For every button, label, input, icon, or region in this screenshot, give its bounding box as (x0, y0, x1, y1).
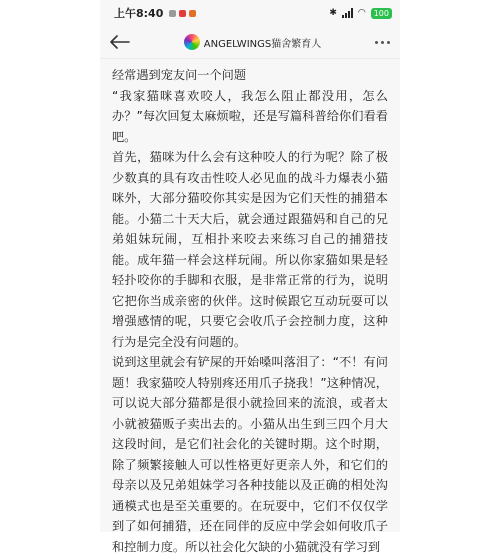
more-options-icon[interactable] (375, 41, 390, 44)
notification-icon (189, 10, 196, 17)
wifi-icon: ◠ (357, 8, 366, 18)
article-heading: 经常遇到宠友问一个问题 (112, 68, 247, 82)
account-header[interactable] (184, 34, 321, 50)
article-body (100, 59, 400, 557)
status-left (114, 5, 196, 21)
phone-screen (100, 0, 400, 554)
back-arrow-icon[interactable] (110, 35, 130, 49)
battery-icon: 100 (371, 8, 392, 19)
avatar[interactable] (184, 34, 200, 50)
account-name[interactable]: ANGELWINGS猫舍繁育人 (203, 38, 322, 50)
status-bar (100, 0, 400, 26)
notification-icon (179, 10, 186, 17)
status-time: 上午8:40 (114, 7, 164, 20)
notification-icon (169, 10, 176, 17)
bluetooth-icon: ✱ (329, 8, 337, 18)
signal-icon (342, 8, 353, 18)
top-nav-bar (100, 26, 400, 59)
notification-icons (169, 10, 196, 17)
article-paragraph: 说到这里就会有铲屎的开始嗓叫落泪了：“不！有问题！我家猫咬人特别疼还用爪子挠我！”这种情况，可以说大部分猫都是很小就捡回来的流浪，或者太小就被猫贩子卖出去的。小猫从出生到三四个月大这段时间，是它们社会化的关键时期。这个时期，除了频繁接触人可以性格更好更亲人外，和它们的母亲以及兄弟姐妹学习各种技能以及正确的相处沟通模式也是至关重要的。在玩耍中，它们不仅仅学到了如何捕猎，还在同伴的反应中学会如何收爪子和控制力度。所以社会化欠缺的小猫就没有学习到 (112, 355, 388, 554)
status-right (329, 8, 392, 19)
article-paragraph: “我家猫咪喜欢咬人，我怎么阻止都没用，怎么办？”每次回复太麻烦啦，还是写篇科普给你们看看吧。 (112, 88, 388, 144)
article-paragraph: 首先，猫咪为什么会有这种咬人的行为呢？除了极少数真的具有攻击性咬人必见血的战斗力爆表小猫咪外，大部分猫咬你其实是因为它们天性的捕猎本能。小猫二十天大后，就会通过跟猫妈和自己的兄弟姐妹玩闹，互相扑来咬去来练习自己的捕猎技能。成年猫一样会这样玩闹。所以你家猫如果是轻轻扑咬你的手脚和衣服，是非常正常的行为，说明它把你当成亲密的伙伴。这时候跟它互动玩耍可以增强感情的呢，只要它会收爪子会控制力度，这种行为是完全没有问题的。 (112, 150, 388, 349)
